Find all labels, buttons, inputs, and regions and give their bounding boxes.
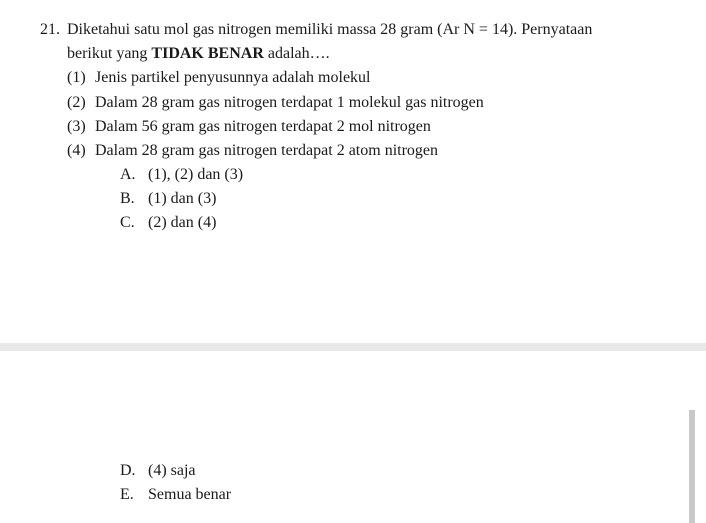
option-text: (1), (2) dan (3)	[148, 166, 244, 183]
statement-number: (2)	[67, 94, 86, 111]
option-letter: B.	[120, 190, 135, 207]
page-separator	[0, 343, 706, 351]
option-d[interactable]	[120, 461, 196, 481]
option-a[interactable]	[120, 165, 243, 185]
stem-prefix: berikut yang	[67, 45, 152, 62]
question-stem-line-2	[67, 44, 330, 64]
question-stem-line-1: Diketahui satu mol gas nitrogen memiliki massa 28 gram (Ar N = 14). Pernyataan	[67, 21, 593, 38]
statement-2	[67, 93, 484, 113]
option-letter: E.	[120, 486, 134, 503]
option-letter: A.	[120, 166, 136, 183]
scrollbar-thumb[interactable]	[689, 410, 695, 523]
option-letter: D.	[120, 462, 136, 479]
option-text: (1) dan (3)	[148, 190, 217, 207]
option-letter: C.	[120, 214, 135, 231]
option-text: Semua benar	[148, 486, 232, 503]
stem-emphasis: TIDAK BENAR	[151, 45, 264, 62]
statement-text: Dalam 28 gram gas nitrogen terdapat 2 atom nitrogen	[95, 142, 439, 159]
option-b[interactable]	[120, 189, 216, 209]
statement-text: Dalam 28 gram gas nitrogen terdapat 1 molekul gas nitrogen	[95, 94, 484, 111]
statement-number: (1)	[67, 69, 86, 86]
statement-4	[67, 141, 438, 161]
option-c[interactable]	[120, 213, 216, 233]
statement-number: (4)	[67, 142, 86, 159]
statement-number: (3)	[67, 118, 86, 135]
option-text: (4) saja	[148, 462, 196, 479]
question-number: 21.	[40, 21, 60, 38]
option-text: (2) dan (4)	[148, 214, 217, 231]
statement-text: Jenis partikel penyusunnya adalah molekul	[95, 69, 371, 86]
statement-1	[67, 68, 370, 88]
statement-text: Dalam 56 gram gas nitrogen terdapat 2 mol nitrogen	[95, 118, 431, 135]
statement-3	[67, 117, 431, 137]
stem-suffix: adalah….	[263, 45, 330, 62]
option-e[interactable]	[120, 485, 231, 505]
